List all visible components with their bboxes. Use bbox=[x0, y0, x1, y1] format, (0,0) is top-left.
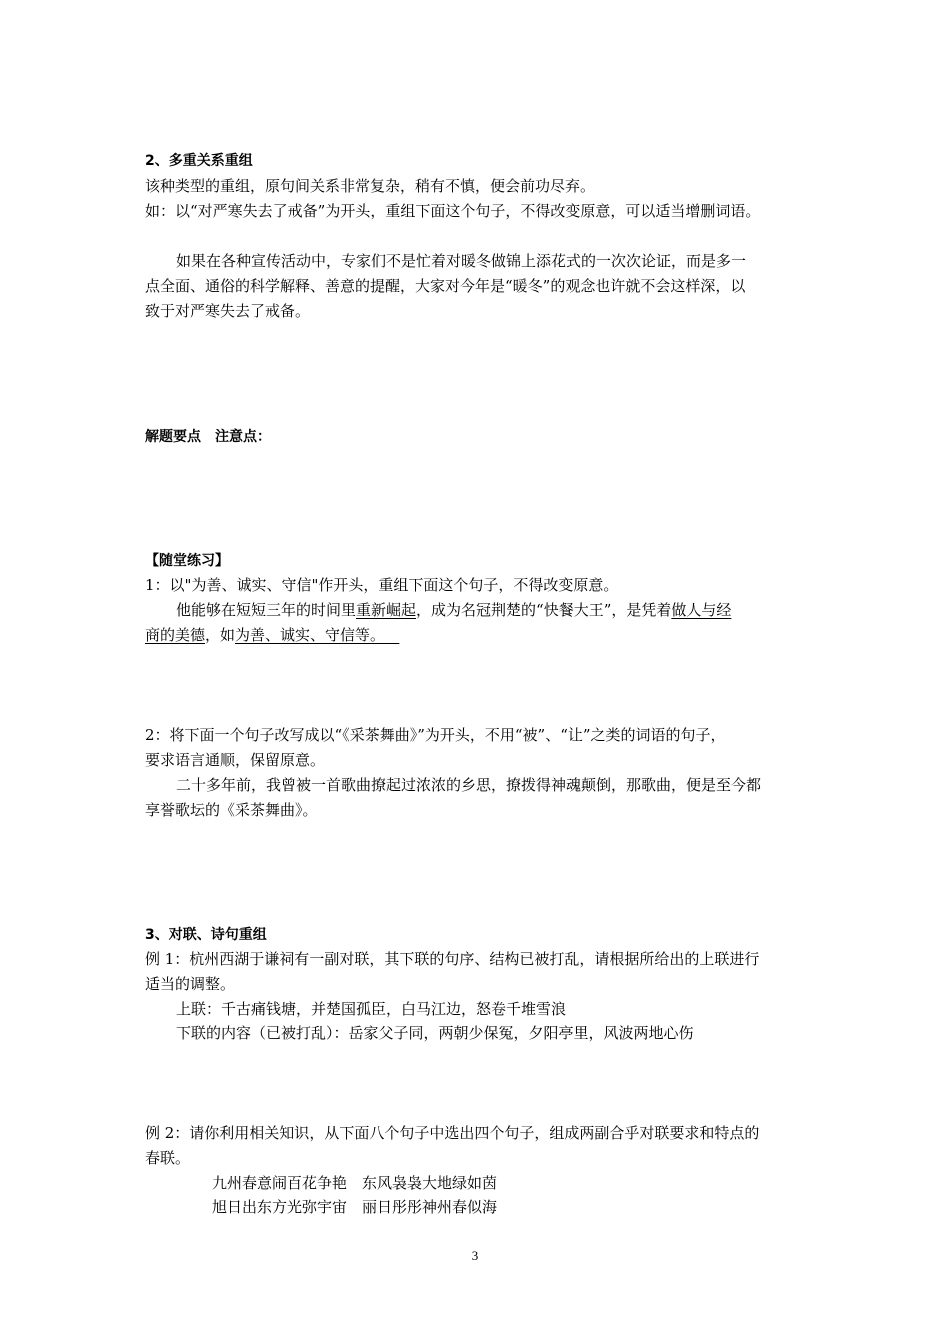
couplet-option-line-2: 旭日出东方光弥宇宙 丽日彤彤神州春似海 bbox=[212, 1198, 498, 1216]
q1-text-a: 他能够在短短三年的时间里 bbox=[176, 601, 357, 619]
practice-q1-line-2 bbox=[145, 624, 399, 646]
q1-underline-blank bbox=[385, 626, 399, 644]
section-3-ex2-line-2: 春联。 bbox=[145, 1149, 191, 1167]
section-3-ex1-line-1: 例 1：杭州西湖于谦祠有一副对联，其下联的句序、结构已被打乱，请根据所给出的上联进行 bbox=[145, 950, 760, 968]
tips-label: 解题要点 注意点： bbox=[145, 429, 271, 445]
lower-couplet-scrambled: 下联的内容（已被打乱）：岳家父子同，两朝少保冤，夕阳亭里，风波两地心伤 bbox=[176, 1024, 694, 1042]
q1-underline-c: 商的美德 bbox=[145, 626, 206, 644]
couplet-option-line-1: 九州春意闹百花争艳 东风袅袅大地绿如茵 bbox=[212, 1174, 498, 1192]
upper-couplet: 上联：千古痛钱塘，并楚国孤臣，白马江边，怒卷千堆雪浪 bbox=[176, 1000, 567, 1018]
practice-q2-prompt-line-2: 要求语言通顺，保留原意。 bbox=[145, 751, 326, 769]
q1-underline-b: 做人与经 bbox=[671, 601, 732, 619]
practice-q2-line-1: 二十多年前，我曾被一首歌曲撩起过浓浓的乡思，撩拨得神魂颠倒，那歌曲，便是至今都 bbox=[176, 776, 762, 794]
practice-q1-line-1 bbox=[176, 599, 731, 621]
section-3-ex1-line-2: 适当的调整。 bbox=[145, 975, 236, 993]
q1-underline-d: 为善、诚实、守信等。 bbox=[235, 626, 386, 644]
q1-underline-a: 重新崛起 bbox=[356, 601, 417, 619]
practice-q2-prompt-line-1: 2：将下面一个句子改写成以“《采茶舞曲》”为开头，不用“被”、“让”之类的词语的句子， bbox=[145, 726, 726, 744]
section-2-paragraph-line-3: 致于对严寒失去了戒备。 bbox=[145, 302, 311, 320]
section-3-ex2-line-1: 例 2：请你利用相关知识，从下面八个句子中选出四个句子，组成两副合乎对联要求和特点的 bbox=[145, 1124, 760, 1142]
section-2-heading: 2、多重关系重组 bbox=[145, 153, 253, 169]
section-3-heading: 3、对联、诗句重组 bbox=[145, 927, 267, 943]
page-number: 3 bbox=[471, 1248, 479, 1263]
practice-q1-prompt: 1：以"为善、诚实、守信"作开头，重组下面这个句子，不得改变原意。 bbox=[145, 576, 619, 594]
q1-text-b: ，成为名冠荆楚的“快餐大王”，是凭着 bbox=[416, 601, 672, 619]
practice-q2-line-2: 享誉歌坛的《采茶舞曲》。 bbox=[145, 801, 318, 819]
section-2-paragraph-line-2: 点全面、通俗的科学解释、善意的提醒，大家对今年是“暖冬”的观念也许就不会这样深，以 bbox=[145, 277, 746, 295]
practice-heading: 【随堂练习】 bbox=[145, 553, 229, 569]
q1-text-c: ，如 bbox=[205, 626, 236, 644]
section-2-description: 该种类型的重组，原句间关系非常复杂，稍有不慎，便会前功尽弃。 bbox=[145, 177, 596, 195]
section-2-example: 如：以“对严寒失去了戒备”为开头，重组下面这个句子，不得改变原意，可以适当增删词语。 bbox=[145, 202, 761, 220]
section-2-paragraph-line-1: 如果在各种宣传活动中，专家们不是忙着对暖冬做锦上添花式的一次次论证，而是多一 bbox=[176, 252, 747, 270]
